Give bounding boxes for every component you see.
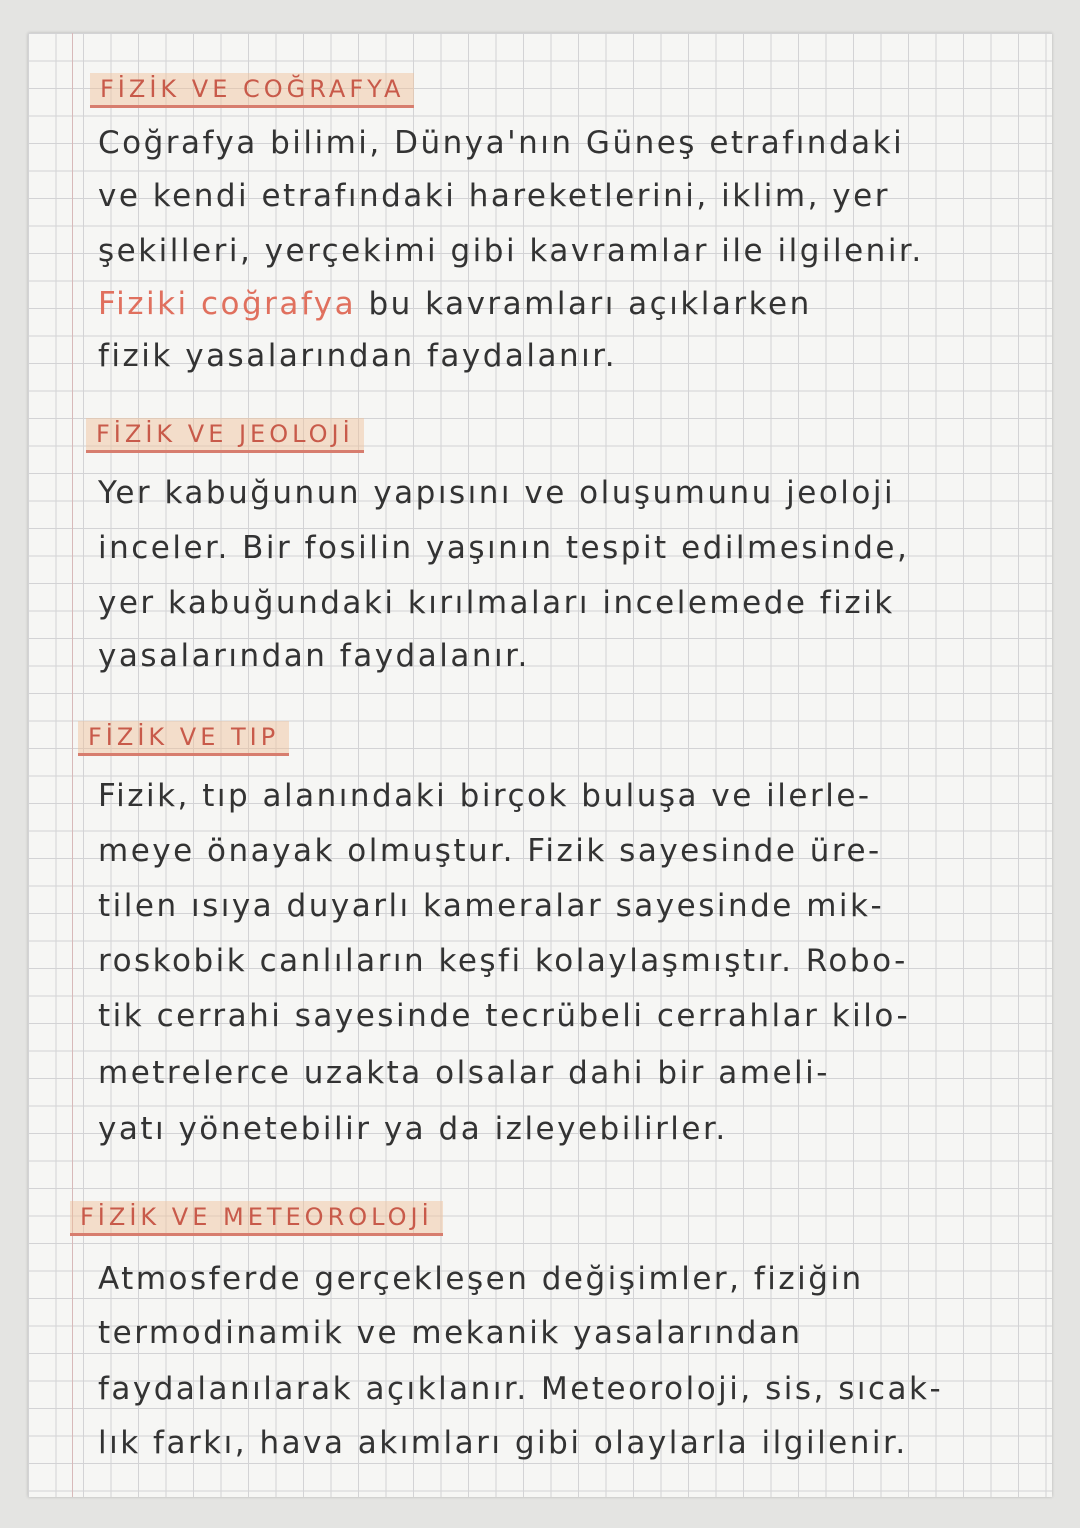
text-line: Coğrafya bilimi, Dünya'nın Güneş etrafındaki [98, 125, 905, 161]
text-line: yasalarından faydalanır. [98, 638, 530, 674]
text-line: fizik yasalarından faydalanır. [98, 338, 618, 374]
text-line: metrelerce uzakta olsalar dahi bir ameli- [98, 1055, 830, 1091]
text-line: yer kabuğundaki kırılmaları incelemede fizik [98, 585, 895, 621]
text-line: termodinamik ve mekanik yasalarından [98, 1315, 803, 1351]
heading-meteoroloji: FİZİK VE METEOROLOJİ [70, 1201, 443, 1236]
text-line: Atmosferde gerçekleşen değişimler, fiziğin [98, 1261, 864, 1297]
margin-line [72, 33, 73, 1497]
text-line: Fizik, tıp alanındaki birçok buluşa ve ilerle- [98, 778, 872, 814]
text-line: roskobik canlıların keşfi kolaylaşmıştır. Robo- [98, 943, 908, 979]
heading-jeoloji: FİZİK VE JEOLOJİ [86, 418, 364, 453]
text-span: bu kavramları açıklarken [356, 286, 812, 322]
text-line: inceler. Bir fosilin yaşının tespit edilmesinde, [98, 530, 910, 566]
text-line: şekilleri, yerçekimi gibi kavramlar ile ilgilenir. [98, 233, 924, 269]
highlight-term: Fiziki coğrafya [98, 286, 357, 322]
text-line: Yer kabuğunun yapısını ve oluşumunu jeoloji [98, 475, 896, 511]
heading-cografya: FİZİK VE COĞRAFYA [90, 73, 414, 108]
text-line [98, 286, 812, 322]
notebook-page [28, 33, 1052, 1497]
text-line: lık farkı, hava akımları gibi olaylarla ilgilenir. [98, 1425, 908, 1461]
text-line: ve kendi etrafındaki hareketlerini, iklim, yer [98, 178, 890, 214]
text-line: yatı yönetebilir ya da izleyebilirler. [98, 1111, 728, 1147]
heading-tip: FİZİK VE TIP [78, 721, 289, 756]
text-line: meye önayak olmuştur. Fizik sayesinde üre- [98, 833, 882, 869]
text-line: faydalanılarak açıklanır. Meteoroloji, sis, sıcak- [98, 1371, 944, 1407]
text-line: tilen ısıya duyarlı kameralar sayesinde mik- [98, 888, 885, 924]
text-line: tik cerrahi sayesinde tecrübeli cerrahlar kilo- [98, 998, 911, 1034]
